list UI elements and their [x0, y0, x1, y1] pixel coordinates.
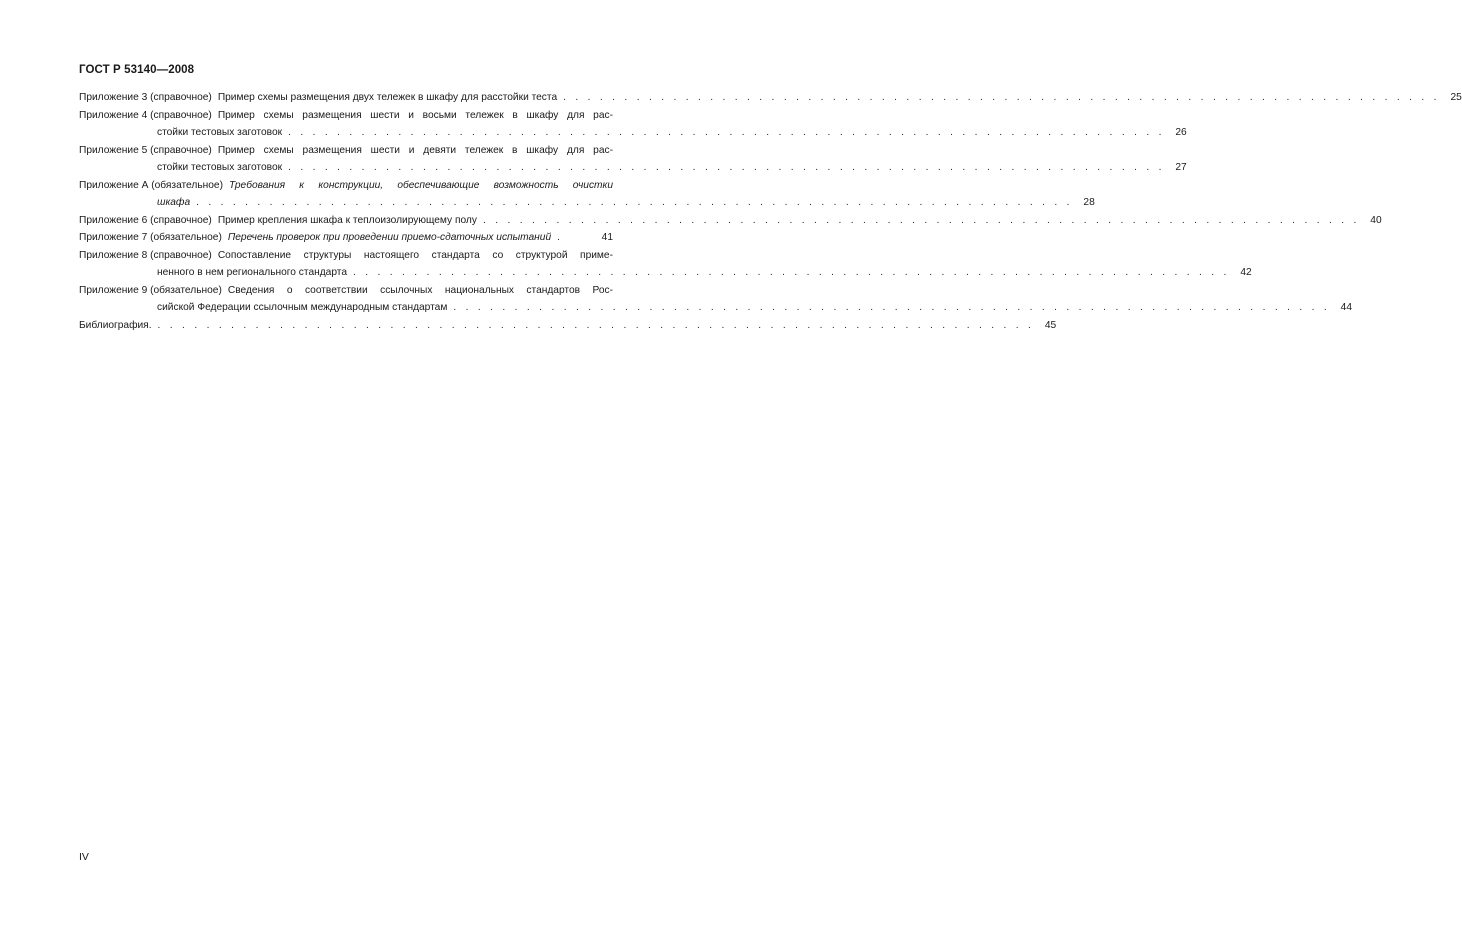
dot-leader: .	[557, 232, 560, 243]
toc-entry-page: 44	[1340, 302, 1353, 313]
dot-leader: . . . . . . . . . . . . . . . . . . . . . . . . . . . . . . . . . . . . . . . . . . . . . . . . . . . . . . . . . . . . . . . . . . . . . . . .	[563, 92, 1440, 103]
dot-leader: . . . . . . . . . . . . . . . . . . . . . . . . . . . . . . . . . . . . . . . . . . . . . . . . . . . . . . . . . . . . . . . . . . . . . . . .	[288, 127, 1165, 138]
toc-entry-title: Перечень проверок при проведении приемо-сдаточных испытаний	[227, 232, 552, 243]
toc-entry-title: Пример схемы размещения шести и девяти тележек в шкафу для рас-	[217, 144, 613, 156]
toc-entry-prefix: Приложение 9 (обязательное)	[79, 284, 222, 296]
toc-entry-prefix: Приложение А (обязательное)	[79, 179, 223, 191]
toc-entry-prefix: Приложение 3 (справочное)	[79, 92, 212, 103]
toc-entry-prefix: Приложение 7 (обязательное)	[79, 232, 222, 243]
dot-leader: . . . . . . . . . . . . . . . . . . . . . . . . . . . . . . . . . . . . . . . . . . . . . . . . . . . . . . . . . . . . . . . . . . . . . . . .	[482, 214, 1360, 226]
toc-entry-bibliography[interactable]	[79, 319, 1057, 338]
toc-entry-page: 40	[1370, 214, 1382, 226]
toc-entry-appendix-4[interactable]	[79, 109, 1187, 145]
toc-entry-prefix: Приложение 6 (справочное)	[79, 214, 212, 226]
toc-entry-page: 41	[601, 232, 613, 243]
toc-entry-appendix-7[interactable]	[79, 232, 613, 250]
toc-entry-title-continuation: сийской Федерации ссылочным международным стандартам	[157, 302, 448, 313]
dot-leader: . . . . . . . . . . . . . . . . . . . . . . . . . . . . . . . . . . . . . . . . . . . . . . . . . . . . . . . . . . . . . . . . . . . . . . . .	[288, 162, 1165, 173]
toc-entry-title-continuation: стойки тестовых заготовок	[157, 162, 283, 173]
toc-entry-appendix-8[interactable]	[79, 249, 1252, 285]
toc-entry-title: Требования к конструкции, обеспечивающие возможность очистки	[229, 179, 613, 191]
toc-entry-prefix: Приложение 4 (справочное)	[79, 109, 212, 121]
toc-entry-page: 25	[1450, 92, 1462, 103]
toc-entry-title-continuation: стойки тестовых заготовок	[157, 127, 283, 138]
toc-entry-prefix: Приложение 8 (справочное)	[79, 249, 212, 261]
dot-leader: . . . . . . . . . . . . . . . . . . . . . . . . . . . . . . . . . . . . . . . . . . . . . . . . . . . . . . . . . . . . . . . . . . . . . . . .	[353, 267, 1230, 278]
toc-entry-title-continuation: ненного в нем регионального стандарта	[157, 267, 347, 278]
toc-entry-appendix-6[interactable]	[79, 214, 1382, 233]
toc-entry-appendix-9[interactable]	[79, 284, 1353, 320]
toc-entry-title: Сопоставление структуры настоящего стандарта со структурой приме-	[217, 249, 613, 261]
toc-entry-title: Пример схемы размещения двух тележек в шкафу для расстойки теста	[217, 92, 558, 103]
toc-entry-prefix: Приложение 5 (справочное)	[79, 144, 212, 156]
page-number: IV	[79, 851, 89, 863]
toc-entry-page: 42	[1240, 267, 1252, 278]
toc-entry-page: 28	[1083, 197, 1095, 208]
toc-entry-appendix-5[interactable]	[79, 144, 1187, 180]
document-id: ГОСТ Р 53140—2008	[79, 64, 195, 76]
toc-entry-title: Сведения о соответствии ссылочных национальных стандартов Рос-	[227, 284, 613, 296]
dot-leader: . . . . . . . . . . . . . . . . . . . . . . . . . . . . . . . . . . . . . . . . . . . . . . . . . . . . . . . . . . . . . . . . . . . . . . . .	[157, 319, 1035, 331]
toc-entry-page: 45	[1044, 319, 1057, 331]
dot-leader: . . . . . . . . . . . . . . . . . . . . . . . . . . . . . . . . . . . . . . . . . . . . . . . . . . . . . . . . . . . . . . . . . . . . . . . .	[196, 197, 1073, 208]
toc-entry-page: 27	[1175, 162, 1187, 173]
toc-entry-title: Пример схемы размещения шести и восьми тележек в шкафу для рас-	[217, 109, 613, 121]
toc-entry-appendix-a[interactable]	[79, 179, 1095, 215]
toc-entry-page: 26	[1175, 127, 1187, 138]
toc-entry-appendix-3[interactable]	[79, 92, 1462, 110]
dot-leader: . . . . . . . . . . . . . . . . . . . . . . . . . . . . . . . . . . . . . . . . . . . . . . . . . . . . . . . . . . . . . . . . . . . . . . . .	[453, 302, 1331, 313]
toc-entry-prefix: Библиография.	[79, 319, 152, 331]
toc-entry-title: Пример крепления шкафа к теплоизолирующему полу	[217, 214, 477, 226]
toc-entry-title-continuation: шкафа	[157, 197, 191, 208]
table-of-contents	[79, 92, 1462, 337]
